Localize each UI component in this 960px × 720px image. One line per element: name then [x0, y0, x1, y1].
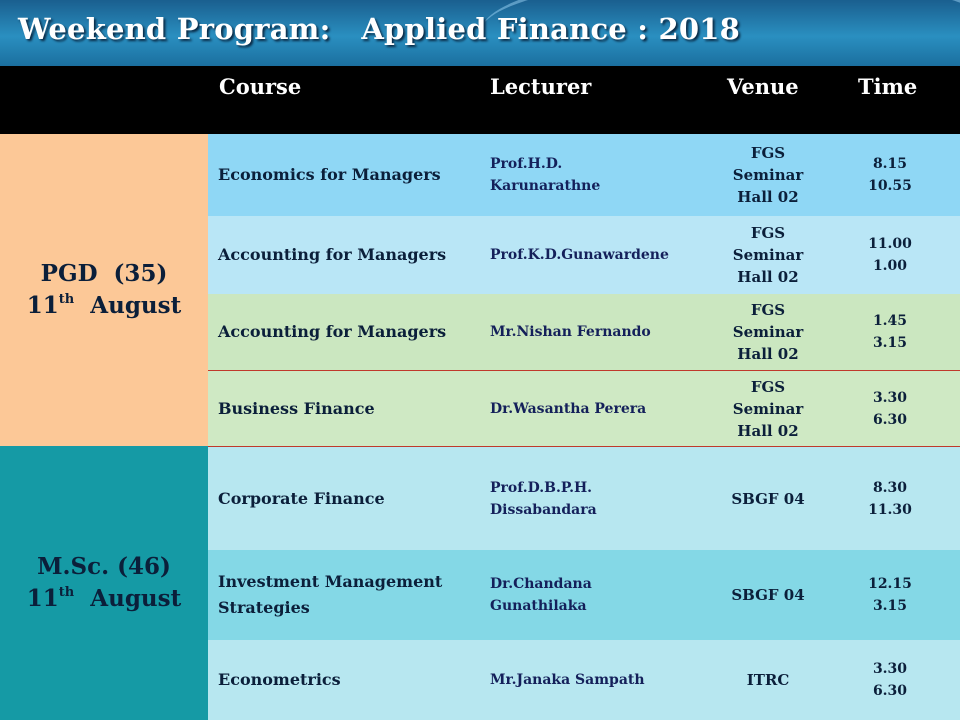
title-bar: [0, 0, 960, 66]
group-date: [27, 583, 181, 615]
group-date-suffix: th: [58, 585, 75, 600]
time-line: 3.15: [872, 335, 908, 351]
lecturer-line: Gunathilaka: [490, 598, 587, 614]
header-time: Time: [858, 74, 918, 99]
time-line: 3.30: [872, 389, 908, 406]
venue-cell: [713, 294, 823, 370]
header-course: Course: [219, 74, 302, 99]
lecturer-cell: [490, 640, 645, 720]
venue-line: SBGF 04: [731, 489, 805, 508]
time-line: 1.00: [872, 258, 908, 274]
venue-cell: [713, 216, 823, 294]
venue-line: Seminar: [732, 323, 804, 341]
venue-line: FGS: [750, 301, 786, 319]
time-line: 3.30: [872, 661, 908, 677]
venue-line: Hall 02: [737, 188, 799, 206]
time-line: 8.30: [872, 479, 908, 496]
lecturer-line: Dissabandara: [490, 501, 597, 518]
lecturer-line: Mr.Nishan Fernando: [490, 324, 651, 340]
lecturer-line: Karunarathne: [490, 178, 601, 194]
table-row: [208, 640, 960, 720]
table-row: [208, 134, 960, 216]
course-cell: [218, 294, 446, 370]
course-line: Economics for Managers: [218, 165, 441, 184]
time-line: 6.30: [872, 411, 908, 428]
lecturer-cell: [490, 216, 669, 294]
table-row: [208, 370, 960, 446]
course-line: Econometrics: [218, 670, 341, 689]
lecturer-line: Prof.H.D.: [490, 156, 563, 172]
group-date-month: August: [90, 292, 182, 319]
time-line: 1.45: [872, 313, 908, 329]
course-cell: [218, 134, 441, 216]
lecturer-line: Dr.Chandana: [490, 576, 592, 592]
venue-line: Seminar: [732, 246, 804, 264]
table-header: [0, 66, 960, 134]
group-name: M.Sc. (46): [37, 553, 171, 580]
time-cell: [846, 640, 934, 720]
time-line: 11.00: [868, 236, 912, 252]
lecturer-cell: [490, 371, 646, 446]
group-date-month: August: [90, 585, 182, 612]
time-line: 10.55: [868, 178, 912, 194]
table-row: [208, 446, 960, 550]
time-cell: [846, 134, 934, 216]
lecturer-line: Prof.K.D.Gunawardene: [490, 247, 669, 263]
page-title: Weekend Program: Applied Finance : 2018: [18, 12, 740, 46]
venue-cell: [713, 134, 823, 216]
venue-line: Hall 02: [737, 268, 799, 286]
course-cell: [218, 447, 385, 550]
lecturer-cell: [490, 447, 597, 550]
venue-line: FGS: [750, 224, 786, 242]
time-cell: [846, 294, 934, 370]
time-cell: [846, 216, 934, 294]
group-label-1: [0, 446, 208, 720]
time-cell: [846, 447, 934, 550]
venue-line: FGS: [750, 144, 786, 162]
course-cell: [218, 371, 375, 446]
venue-line: Hall 02: [737, 345, 799, 363]
course-line: Strategies: [218, 598, 310, 617]
group-date-suffix: th: [58, 292, 75, 307]
venue-cell: [713, 371, 823, 446]
venue-cell: [713, 550, 823, 640]
course-cell: [218, 550, 442, 640]
lecturer-line: Dr.Wasantha Perera: [490, 400, 647, 417]
lecturer-cell: [490, 550, 592, 640]
group-date-day: 11: [26, 585, 59, 612]
header-venue: Venue: [727, 74, 799, 99]
time-line: 8.15: [872, 156, 908, 172]
course-line: Accounting for Managers: [218, 245, 447, 264]
course-line: Accounting for Managers: [218, 322, 447, 341]
lecturer-line: Mr.Janaka Sampath: [490, 672, 645, 688]
time-line: 6.30: [872, 683, 908, 699]
venue-cell: [713, 447, 823, 550]
time-line: 11.30: [868, 501, 912, 518]
group-name: PGD (35): [40, 260, 168, 287]
table-row: [208, 550, 960, 640]
group-label-0: [0, 134, 208, 446]
course-line: Investment Management: [218, 572, 443, 591]
time-cell: [846, 550, 934, 640]
table-row: [208, 294, 960, 370]
course-cell: [218, 640, 341, 720]
group-date: [27, 290, 181, 322]
course-line: Business Finance: [218, 398, 375, 418]
venue-line: SBGF 04: [731, 586, 805, 604]
course-line: Corporate Finance: [218, 488, 385, 508]
lecturer-cell: [490, 294, 651, 370]
table-row: [208, 216, 960, 294]
lecturer-cell: [490, 134, 600, 216]
time-line: 12.15: [868, 576, 912, 592]
time-line: 3.15: [872, 598, 908, 614]
venue-line: ITRC: [746, 671, 790, 689]
group-date-day: 11: [26, 292, 59, 319]
time-cell: [846, 371, 934, 446]
header-lecturer: Lecturer: [490, 74, 592, 99]
venue-line: FGS: [750, 377, 786, 396]
venue-cell: [713, 640, 823, 720]
venue-line: Seminar: [732, 166, 804, 184]
venue-line: Hall 02: [737, 421, 799, 440]
lecturer-line: Prof.D.B.P.H.: [490, 479, 593, 496]
course-cell: [218, 216, 446, 294]
venue-line: Seminar: [732, 399, 804, 418]
